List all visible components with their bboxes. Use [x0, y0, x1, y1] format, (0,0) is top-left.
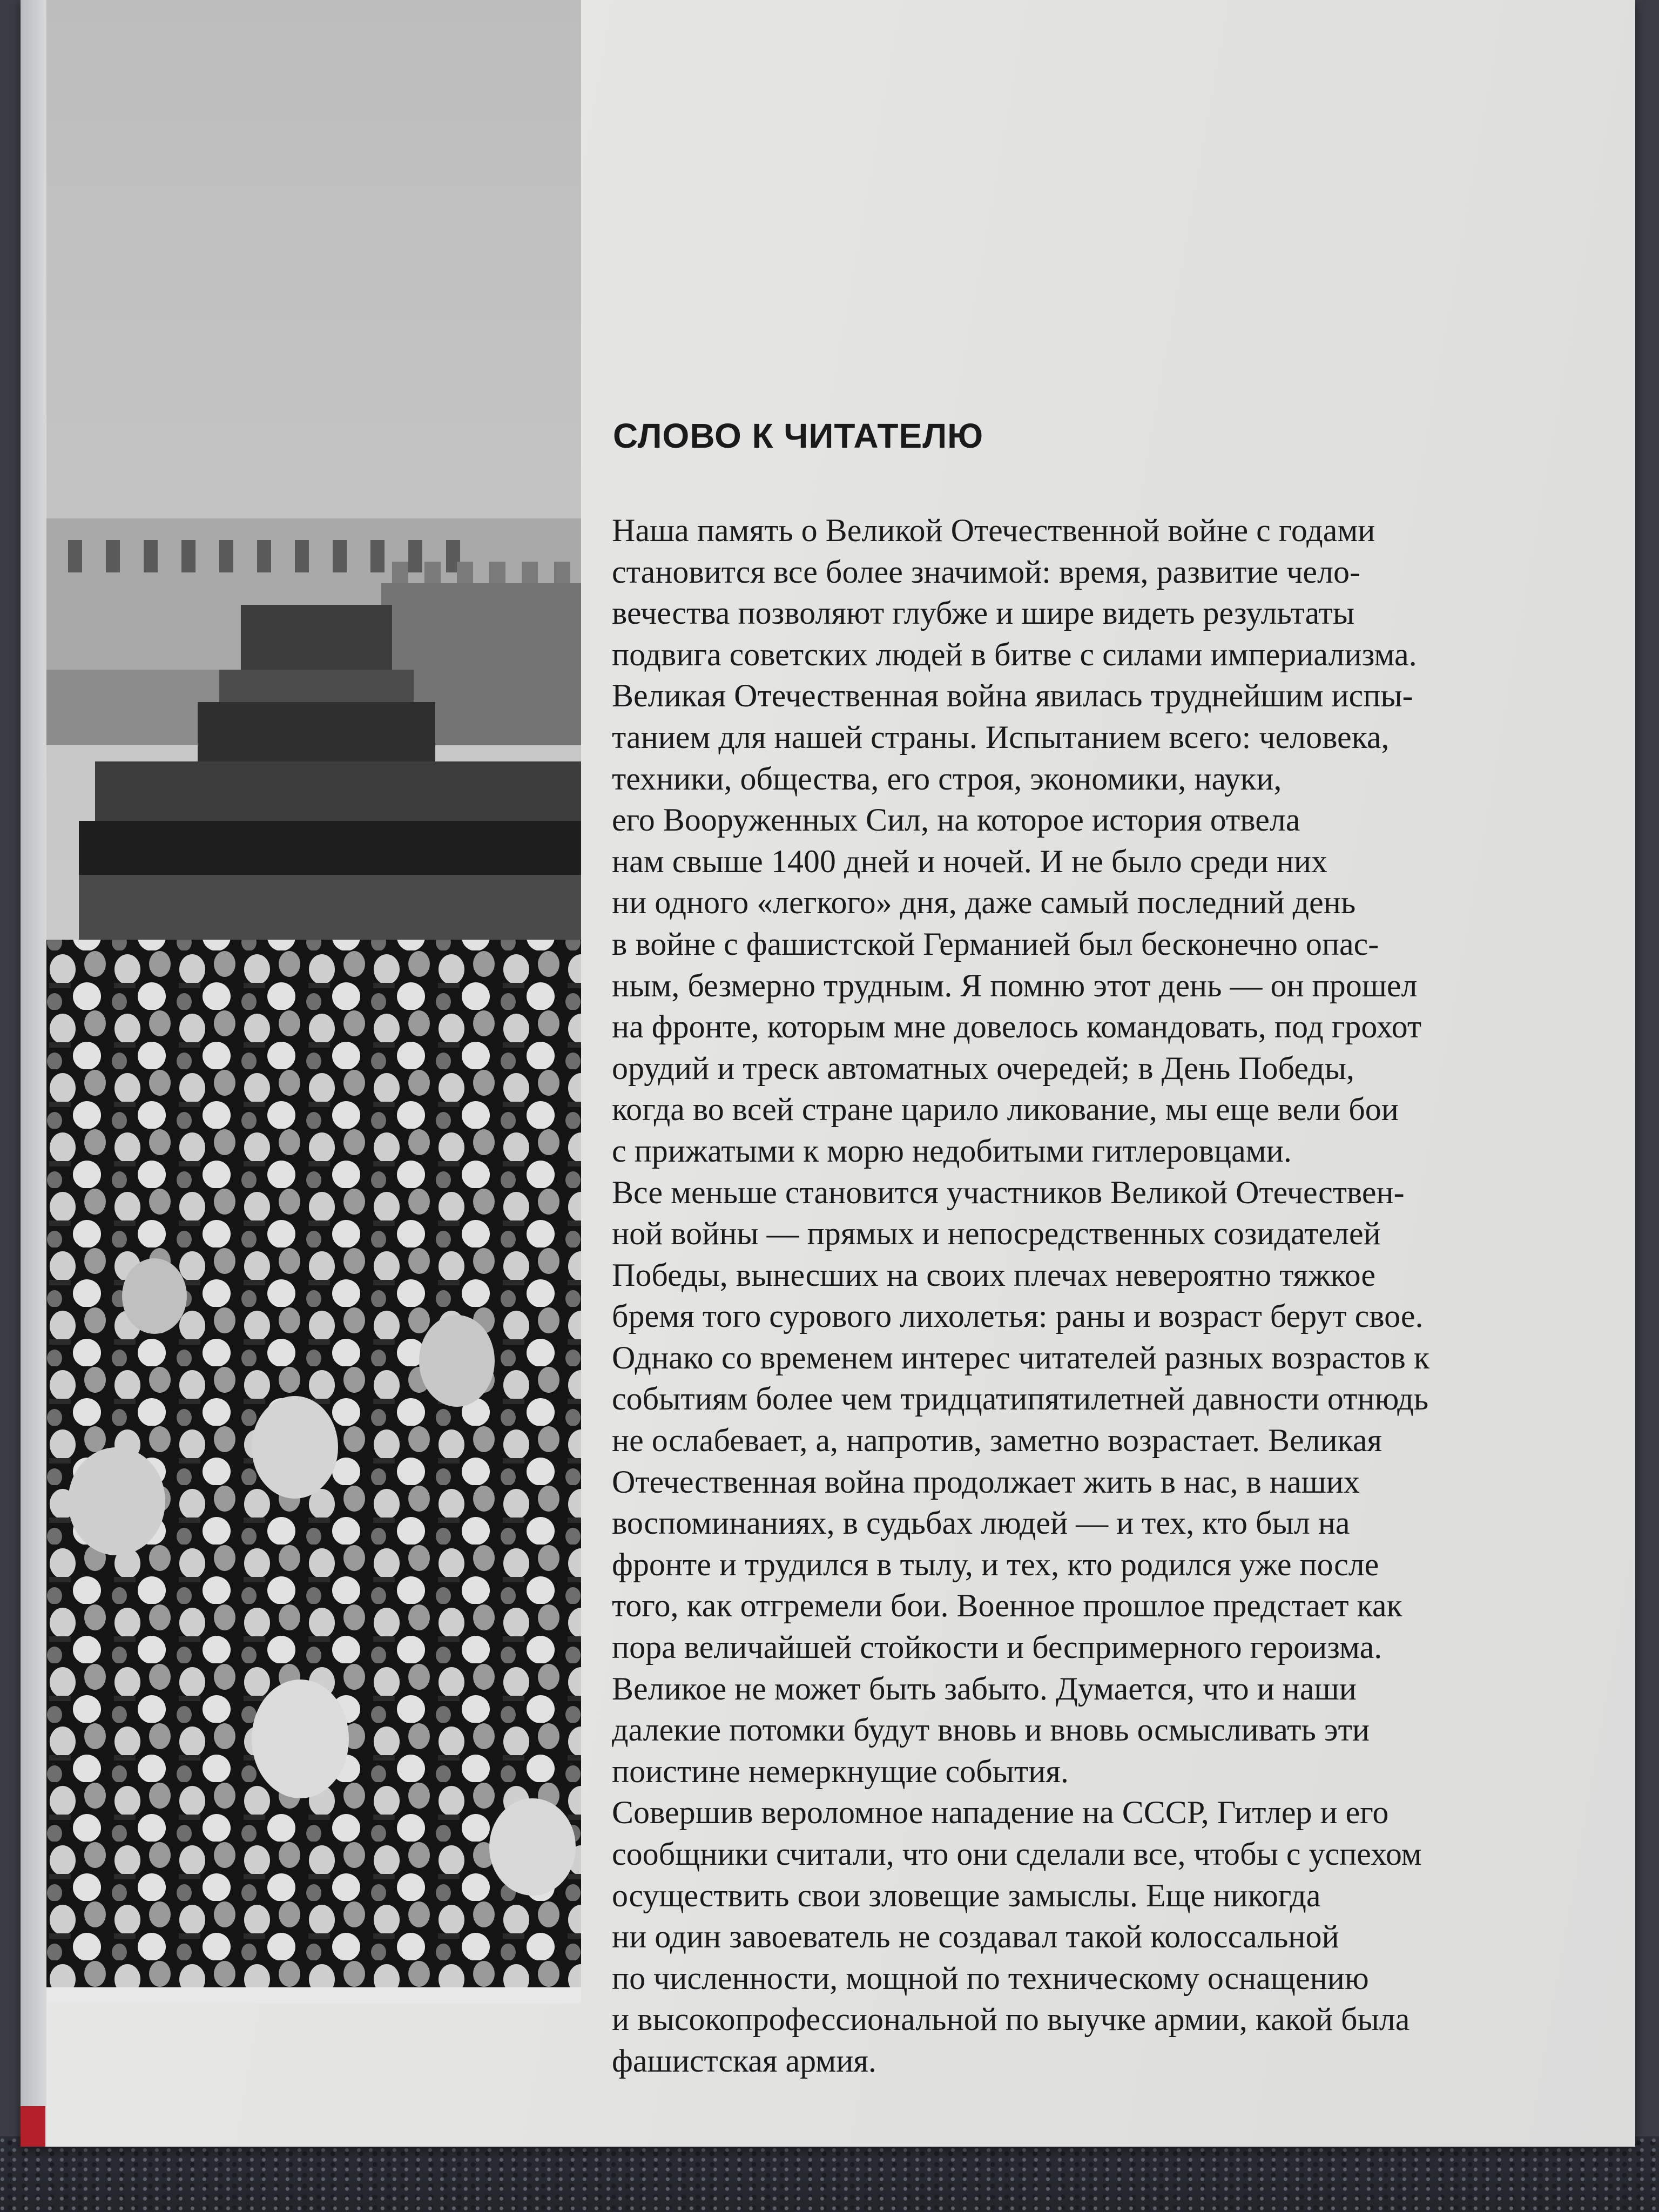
text-line: фронте и трудился в тылу, и тех, кто родился уже после [612, 1546, 1379, 1582]
text-line: Наша память о Великой Отечественной войне с годами [612, 512, 1375, 548]
text-line: событиям более чем тридцатипятилетней давности отнюдь [612, 1381, 1429, 1417]
text-line: орудий и треск автоматных очередей; в День Победы, [612, 1050, 1355, 1086]
text-line: Великое не может быть забыто. Думается, что и наши [612, 1670, 1357, 1707]
text-line: Отечественная война продолжает жить в нас, в наших [612, 1464, 1360, 1500]
text-line: ни одного «легкого» дня, даже самый последний день [612, 885, 1356, 921]
text-line: ным, безмерно трудным. Я помню этот день — он прошел [612, 967, 1418, 1003]
text-line: воспоминаниях, в судьбах людей — и тех, кто был на [612, 1505, 1350, 1541]
text-line: нам свыше 1400 дней и ночей. И не было среди них [612, 843, 1327, 879]
text-line: Великая Отечественная война явилась труднейшим испы- [612, 678, 1413, 714]
text-line: Однако со временем интерес читателей разных возрастов к [612, 1339, 1430, 1375]
text-line: Совершив вероломное нападение на СССР, Гитлер и его [612, 1795, 1389, 1831]
book-cover-red-edge [21, 2106, 45, 2147]
text-line: становится все более значимой: время, развитие чело- [612, 554, 1360, 590]
text-column [612, 416, 1635, 2082]
text-line: ни один завоеватель не создавал такой колоссальной [612, 1919, 1339, 1955]
page-spine-edge [21, 0, 46, 2147]
text-line: техники, общества, его строя, экономики, науки, [612, 760, 1282, 797]
chapter-heading: СЛОВО К ЧИТАТЕЛЮ [613, 416, 984, 455]
text-line: ной войны — прямых и непосредственных созидателей [612, 1216, 1381, 1252]
text-line: того, как отгремели бои. Военное прошлое предстает как [612, 1588, 1402, 1624]
text-line: и высокопрофессиональной по выучке армии, какой была [612, 2001, 1410, 2038]
text-line: фашистская армия. [612, 2042, 876, 2079]
text-line: вечества позволяют глубже и шире видеть результаты [612, 595, 1355, 631]
text-line: осуществить свои зловещие замыслы. Еще никогда [612, 1877, 1321, 1913]
photo-red-square-crowd [46, 0, 581, 2004]
text-line: Все меньше становится участников Великой Отечествен- [612, 1174, 1405, 1210]
text-line: бремя того сурового лихолетья: раны и возраст берут свое. [612, 1298, 1424, 1334]
text-line: Победы, вынесших на своих плечах невероятно тяжкое [612, 1257, 1376, 1293]
text-line: на фронте, которым мне довелось командовать, под грохот [612, 1009, 1422, 1045]
text-line: далекие потомки будут вновь и вновь осмысливать эти [612, 1712, 1370, 1748]
text-line: подвига советских людей в битве с силами империализма. [612, 636, 1417, 672]
text-line: пора величайшей стойкости и беспримерного героизма. [612, 1629, 1382, 1665]
knitted-fabric-background [0, 2136, 1659, 2212]
text-line: поистине немеркнущие события. [612, 1753, 1069, 1789]
body-text [612, 510, 1635, 2082]
text-line: когда во всей стране царило ликование, мы еще вели бои [612, 1091, 1399, 1128]
text-line: не ослабевает, а, напротив, заметно возрастает. Великая [612, 1422, 1382, 1459]
text-line: сообщники считали, что они сделали все, чтобы с успехом [612, 1836, 1422, 1872]
text-line: его Вооруженных Сил, на которое история отвела [612, 802, 1300, 838]
text-line: по численности, мощной по техническому оснащению [612, 1960, 1369, 1996]
text-line: с прижатыми к морю недобитыми гитлеровцами. [612, 1132, 1292, 1169]
text-line: танием для нашей страны. Испытанием всего: человека, [612, 719, 1390, 755]
book-page [21, 0, 1635, 2147]
text-line: в войне с фашистской Германией был бесконечно опас- [612, 926, 1379, 962]
